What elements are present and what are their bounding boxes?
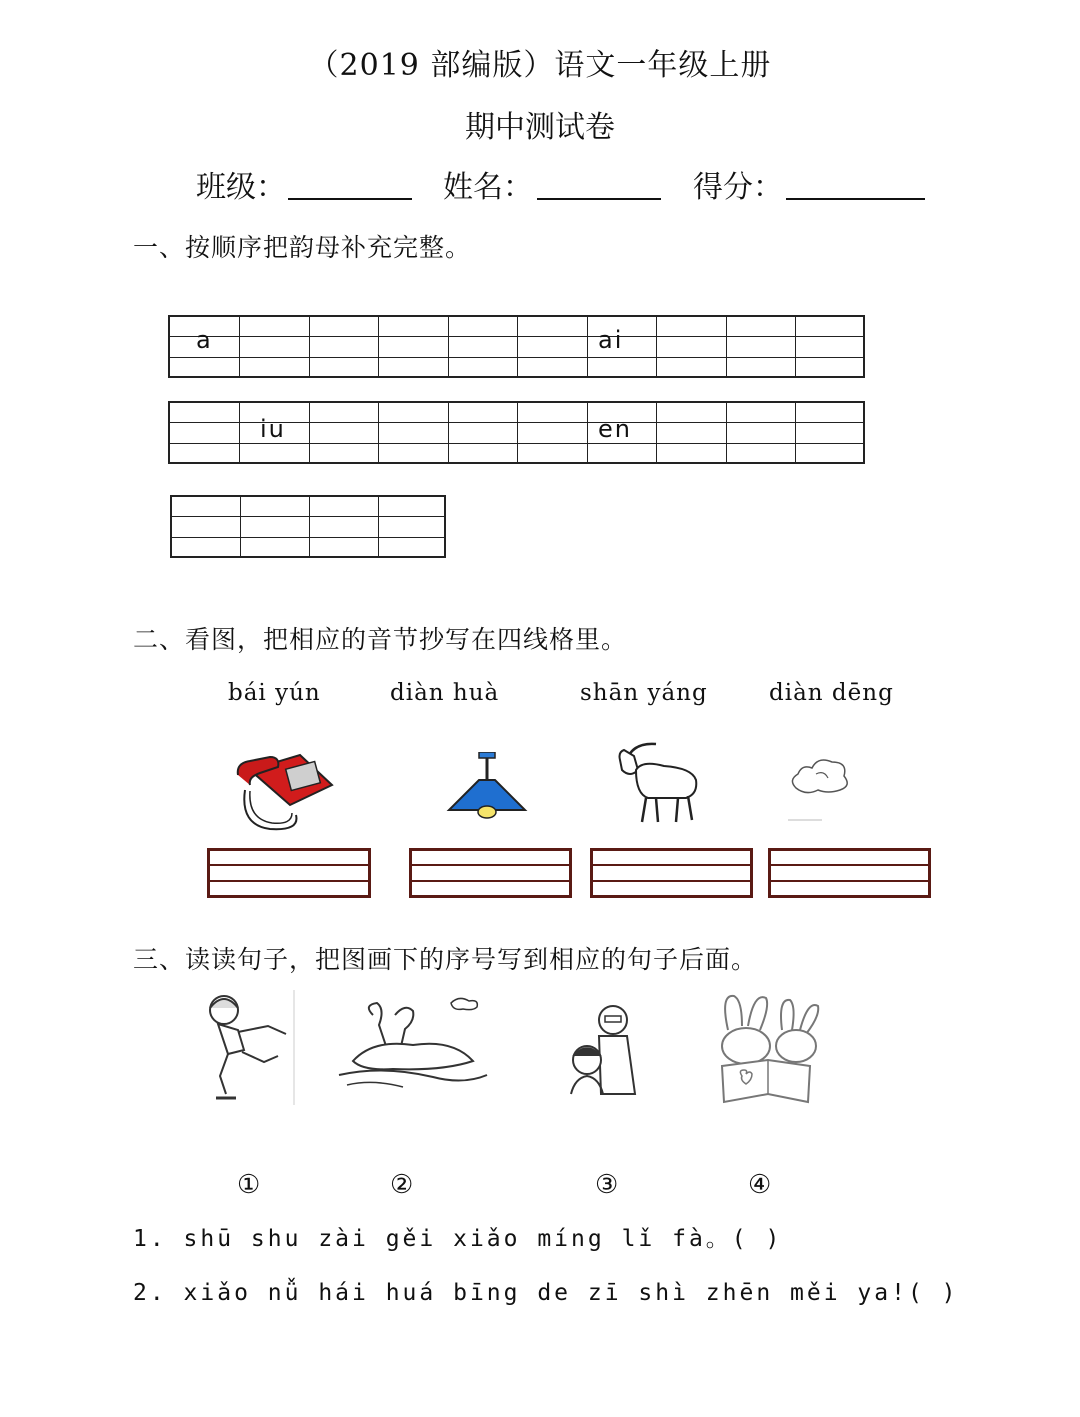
section-1-heading: 一、按顺序把韵母补充完整。 (133, 233, 472, 262)
vowel-en: en (598, 415, 632, 443)
class-blank[interactable] (288, 198, 412, 200)
vowel-a: a (196, 326, 213, 354)
cloud-picture (788, 750, 854, 822)
page-subtitle: 期中测试卷 (465, 110, 615, 145)
student-info-row (0, 162, 1080, 212)
vowel-iu: iu (260, 415, 286, 443)
vowel-grid-row-1[interactable] (168, 315, 865, 378)
picture-number-2: ② (390, 1170, 414, 1200)
picture-number-1: ① (237, 1170, 261, 1200)
section-3-heading: 三、读读句子，把图画下的序号写到相应的句子后面。 (133, 945, 758, 974)
writing-grid-1[interactable] (207, 848, 371, 898)
skater-picture (198, 990, 298, 1105)
name-blank[interactable] (537, 198, 661, 200)
score-label: 得分： (693, 170, 783, 205)
writing-grid-3[interactable] (590, 848, 753, 898)
syllable-1: bái yún (228, 680, 321, 706)
picture-number-4: ④ (748, 1170, 772, 1200)
page-title: （2019 部编版）语文一年级上册 (308, 48, 772, 83)
name-label: 姓名： (443, 170, 533, 205)
section-2-heading: 二、看图，把相应的音节抄写在四线格里。 (133, 625, 628, 654)
score-blank[interactable] (786, 198, 925, 200)
class-label: 班级： (196, 170, 286, 205)
syllable-2: diàn huà (390, 680, 500, 706)
writing-grid-4[interactable] (768, 848, 931, 898)
writing-grid-2[interactable] (409, 848, 572, 898)
sentence-1: 1. shū shu zài gěi xiǎo míng lǐ fà。( ) (133, 1226, 783, 1252)
vowel-grid-row-2[interactable] (168, 401, 865, 464)
syllable-3: shān yáng (580, 680, 708, 706)
picture-number-3: ③ (595, 1170, 619, 1200)
swans-picture (333, 995, 491, 1093)
rabbits-picture (708, 990, 824, 1108)
goat-picture (612, 740, 704, 826)
vowel-grid-row-3[interactable] (170, 495, 446, 558)
telephone-picture (230, 745, 336, 835)
sentence-2: 2. xiǎo nǚ hái huá bīng de zī shì zhēn měi ya!( ) (133, 1280, 959, 1306)
barber-picture (565, 998, 643, 1098)
vowel-ai: ai (598, 326, 624, 354)
lamp-picture (445, 752, 529, 824)
syllable-4: diàn dēng (769, 680, 894, 706)
